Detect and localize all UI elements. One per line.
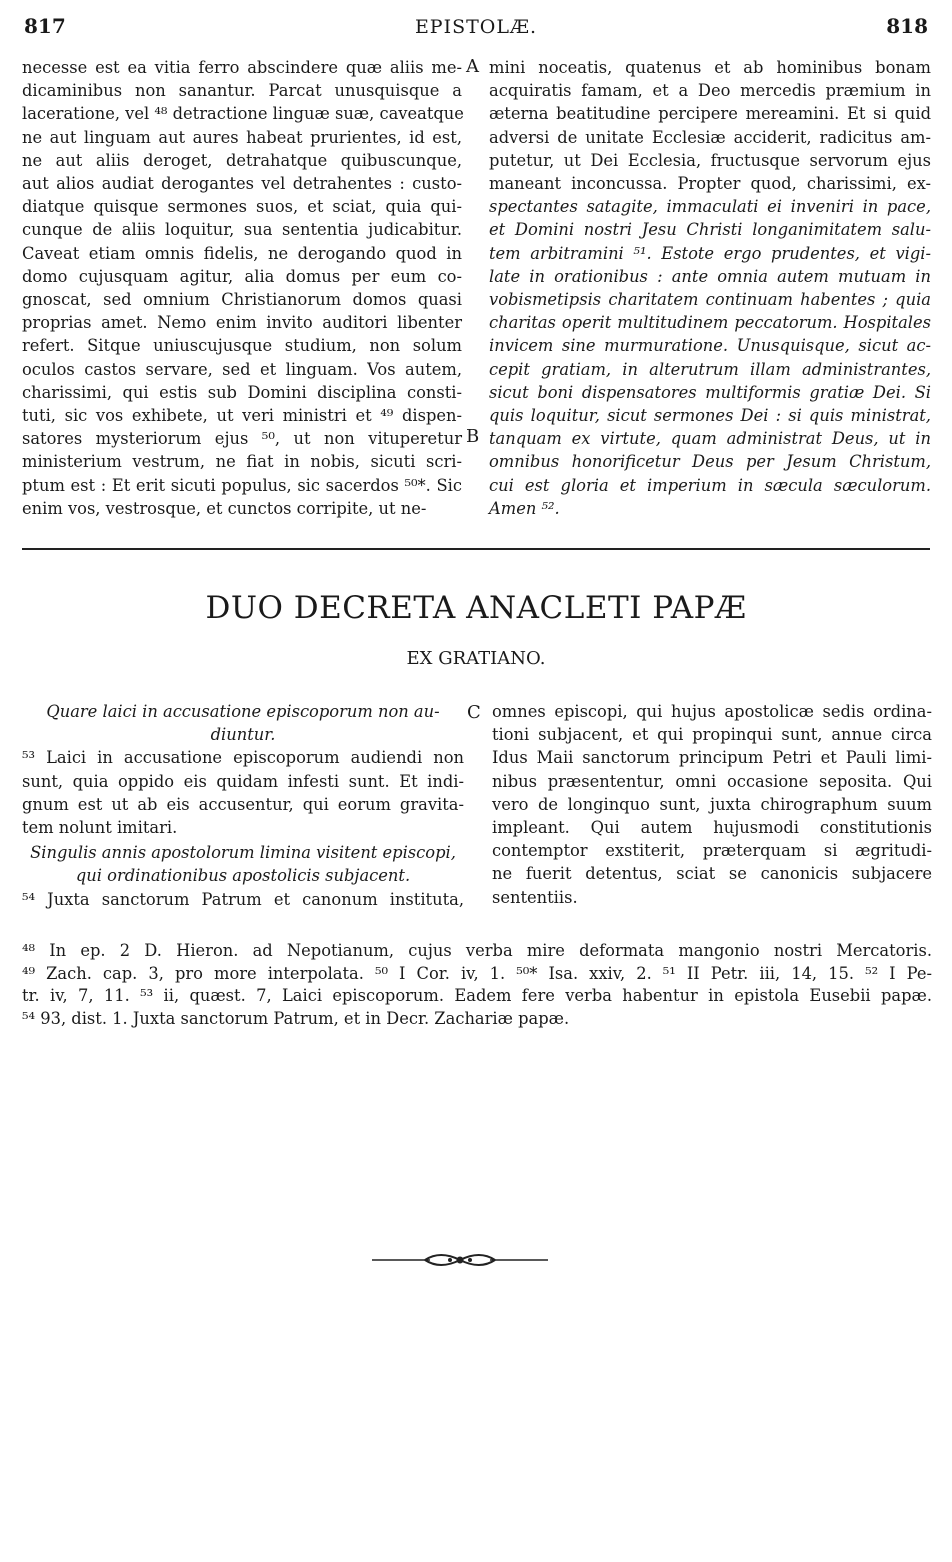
text-line: adversi de unitate Ecclesiæ acciderit, radicitus am- [489, 127, 931, 147]
text-line: ⁵³ Laici in accusatione episcoporum audiendi non [22, 748, 464, 768]
footnotes [22, 940, 932, 1030]
margin-letter-b: B [466, 426, 480, 447]
text-line: laceratione, vel ⁴⁸ detractione linguæ suæ, caveatque [22, 104, 464, 124]
text-line: oculos castos servare, sed et linguam. Vos autem, [22, 359, 462, 379]
footnote-line: ⁵⁴ 93, dist. 1. Juxta sanctorum Patrum, et in Decr. Zachariæ papæ. [22, 1008, 570, 1028]
decree-caption-2: Singulis annis apostolorum limina visitent episcopi, qui ordinationibus apostolicis subjacent. [30, 843, 456, 886]
text-line: sententiis. [492, 887, 578, 907]
text-line: vobismetipsis charitatem continuam habentes ; quia [489, 290, 931, 310]
decree-paragraph-2: ⁵⁴ Juxta sanctorum Patrum et canonum instituta, [22, 889, 464, 909]
page-number-left: 817 [24, 14, 66, 38]
text-line: domo cujusquam agitur, alia domus per eum co- [22, 266, 462, 286]
decree-left-column [22, 700, 464, 911]
text-line: gnoscat, sed omnium Christianorum domos quasi [22, 290, 462, 310]
text-line: sunt, quia oppido eis quidam infesti sunt. Et indi- [22, 771, 464, 791]
footnote-line: ⁴⁹ Zach. cap. 3, pro more interpolata. ⁵⁰ I Cor. iv, 1. ⁵⁰* Isa. xxiv, 2. ⁵¹ II Petr. iii, 14, 15. ⁵² I Pe- [22, 963, 932, 983]
text-line: quis loquitur, sicut sermones Dei : si quis ministrat, [489, 406, 931, 426]
text-line: aut alios audiat derogantes vel detrahentes : custo- [22, 174, 462, 194]
text-line: acquiratis famam, et a Deo mercedis præmium in [489, 81, 931, 101]
text-line: cunque de aliis loquitur, sua sententia judicabitur. [22, 220, 462, 240]
text-line: cepit gratiam, in alterutrum illam administrantes, [489, 359, 931, 379]
text-line: charitas operit multitudinem peccatorum. Hospitales [489, 313, 931, 333]
decree-caption-1: Quare laici in accusatione episcoporum non au- diuntur. [46, 702, 440, 745]
text-line: et Domini nostri Jesu Christi longanimitatem salu- [489, 220, 931, 240]
top-right-column [489, 56, 931, 520]
text-line: vero de longinquo sunt, juxta chirographum suum [492, 794, 932, 814]
text-line: cui est gloria et imperium in sæcula sæculorum. [489, 475, 931, 495]
text-line: diatque quisque sermones suos, et sciat, quia qui- [22, 197, 462, 217]
text-line: impleant. Qui autem hujusmodi constitutionis [492, 818, 932, 838]
text-line: satores mysteriorum ejus ⁵⁰, ut non vituperetur [22, 429, 462, 449]
text-line: putetur, ut Dei Ecclesia, fructusque servorum ejus [489, 150, 931, 170]
text-line: sicut boni dispensatores multiformis gratiæ Dei. Si [489, 382, 931, 402]
text-line: maneant inconcussa. Propter quod, charissimi, ex- [489, 174, 931, 194]
text-line: æterna beatitudine percipere mereamini. Et si quid [489, 104, 931, 124]
text-line: ministerium vestrum, ne fiat in nobis, sicuti scri- [22, 452, 462, 472]
text-line: tem nolunt imitari. [22, 818, 178, 838]
decree-paragraph-1 [22, 746, 464, 839]
text-line: tuti, sic vos exhibete, ut veri ministri et ⁴⁹ dispen- [22, 406, 462, 426]
section-subtitle: EX GRATIANO. [406, 648, 546, 669]
footnote-line: tr. iv, 7, 11. ⁵³ ii, quæst. 7, Laici episcoporum. Eadem fere verba habentur in epistola Eusebii papæ. [22, 986, 932, 1005]
text-line: necesse est ea vitia ferro abscindere quæ aliis me- [22, 58, 462, 77]
text-line: contemptor exstiterit, præterquam si ægritudi- [492, 841, 932, 861]
text-line: proprias amet. Nemo enim invito auditori libenter [22, 313, 462, 333]
text-line: Idus Maii sanctorum principum Petri et Pauli limi- [492, 748, 932, 768]
text-line: enim vos, vestrosque, et cunctos corripite, ut ne- [22, 498, 427, 518]
text-line: ne aut linguam aut aures habeat prurientes, id est, [22, 127, 462, 147]
text-line: ne aut aliis deroget, detrahatque quibuscunque, [22, 150, 462, 170]
text-line: refert. Sitque uniuscujusque studium, non solum [22, 336, 462, 356]
text-line: dicaminibus non sanantur. Parcat unusquisque a [22, 81, 462, 101]
text-line: Caveat etiam omnis fidelis, ne derogando quod in [22, 243, 462, 263]
section-divider [22, 548, 930, 550]
running-title: EPISTOLÆ. [414, 16, 538, 38]
text-line: late in orationibus : ante omnia autem mutuam in [489, 266, 931, 286]
top-left-column [22, 56, 462, 520]
margin-letter-c: C [467, 702, 481, 723]
text-line: spectantes satagite, immaculati ei inveniri in pace, [489, 197, 931, 217]
text-line: ptum est : Et erit sicuti populus, sic sacerdos ⁵⁰*. Sic [22, 475, 462, 495]
text-line: tem arbitramini ⁵¹. Estote ergo prudentes, et vigi- [489, 243, 931, 263]
text-line: nibus præsententur, omni occasione seposita. Qui [492, 771, 932, 791]
text-line: mini noceatis, quatenus et ab hominibus bonam [489, 58, 931, 77]
text-line: omnes episcopi, qui hujus apostolicæ sedis ordina- [492, 702, 932, 721]
text-line: tioni subjacent, et qui propinqui sunt, annue circa [492, 725, 932, 745]
text-line: invicem sine murmuratione. Unusquisque, sicut ac- [489, 336, 931, 356]
text-line: charissimi, qui estis sub Domini disciplina consti- [22, 382, 462, 402]
tailpiece-ornament-icon [370, 1248, 550, 1272]
margin-letter-a: A [466, 56, 479, 77]
footnote-line: ⁴⁸ In ep. 2 D. Hieron. ad Nepotianum, cujus verba mire deformata mangonio nostri Mercatoris. [22, 941, 932, 960]
decree-right-column [492, 700, 932, 909]
page-number-right: 818 [886, 14, 928, 38]
text-line: gnum est ut ab eis accusentur, qui eorum gravita- [22, 794, 464, 814]
text-line: Amen ⁵². [489, 498, 560, 518]
text-line: tanquam ex virtute, quam administrat Deus, ut in [489, 429, 931, 449]
text-line: omnibus honorificetur Deus per Jesum Christum, [489, 452, 931, 472]
text-line: ne fuerit detentus, sciat se canonicis subjacere [492, 864, 932, 884]
page-header [24, 14, 928, 44]
section-title: DUO DECRETA ANACLETI PAPÆ [205, 590, 747, 626]
